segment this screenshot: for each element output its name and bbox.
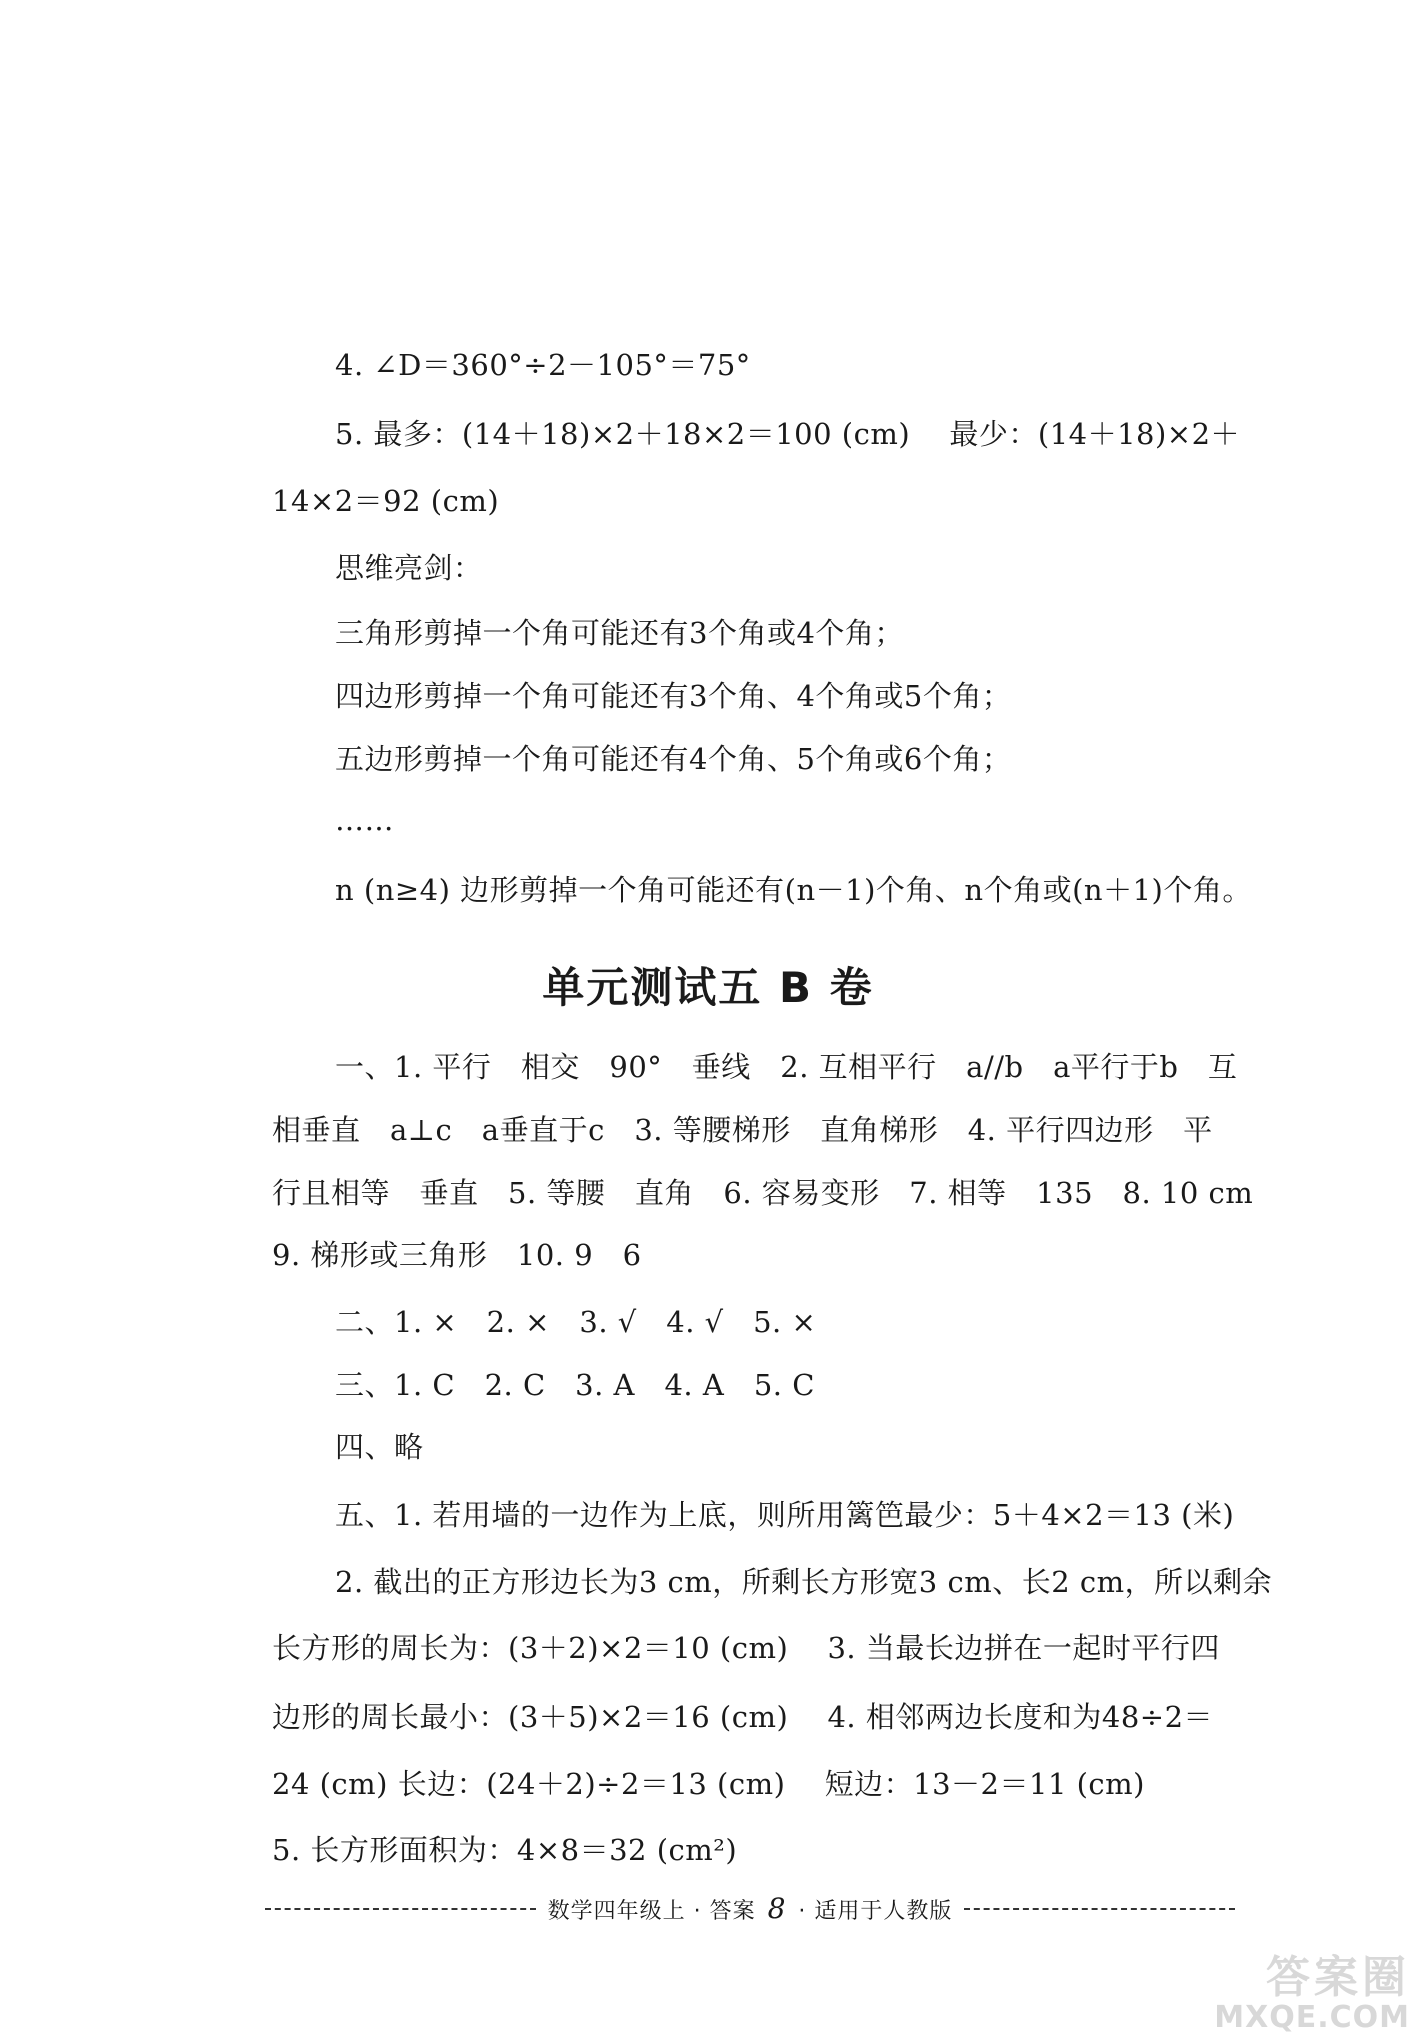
- watermark-url: MXQE.COM: [1214, 2000, 1410, 2035]
- page-number: 8: [767, 1892, 787, 1925]
- answer-line: 边形的周长最小：(3＋5)×2＝16 (cm) 4. 相邻两边长度和为48÷2＝: [272, 1700, 1214, 1734]
- section-heading: 思维亮剑：: [335, 551, 483, 585]
- answer-line: 二、1. × 2. × 3. √ 4. √ 5. ×: [335, 1305, 817, 1339]
- watermark-title: 答案圈: [1266, 1952, 1410, 2003]
- answer-line: 长方形的周长为：(3＋2)×2＝10 (cm) 3. 当最长边拼在一起时平行四: [272, 1631, 1220, 1665]
- ellipsis: ……: [335, 803, 394, 837]
- answer-line: 14×2＝92 (cm): [272, 484, 500, 518]
- answer-line: 三角形剪掉一个角可能还有3个角或4个角；: [335, 616, 904, 650]
- section-title: 单元测试五 B 卷: [542, 963, 874, 1012]
- answer-line: n (n≥4) 边形剪掉一个角可能还有(n－1)个角、n个角或(n＋1)个角。: [335, 873, 1252, 907]
- answer-line: 24 (cm) 长边：(24＋2)÷2＝13 (cm) 短边：13－2＝11 (cm): [272, 1767, 1145, 1801]
- answer-line: 四边形剪掉一个角可能还有3个角、4个角或5个角；: [335, 679, 1012, 713]
- answer-line: 行且相等 垂直 5. 等腰 直角 6. 容易变形 7. 相等 135 8. 10 cm: [272, 1176, 1254, 1210]
- footer-book-label: 数学四年级上 · 答案: [547, 1899, 756, 1924]
- answer-line: 五边形剪掉一个角可能还有4个角、5个角或6个角；: [335, 742, 1012, 776]
- answer-line: 4. ∠D＝360°÷2－105°＝75°: [335, 348, 751, 382]
- answer-line: 三、1. C 2. C 3. A 4. A 5. C: [335, 1368, 815, 1402]
- answer-line: 9. 梯形或三角形 10. 9 6: [272, 1238, 642, 1272]
- answer-line: 五、1. 若用墙的一边作为上底，则所用篱笆最少：5＋4×2＝13 (米): [335, 1498, 1235, 1532]
- answer-line: 一、1. 平行 相交 90° 垂线 2. 互相平行 a//b a平行于b 互: [335, 1050, 1238, 1084]
- page-footer: [265, 1892, 1235, 1925]
- footer-divider-left: [265, 1908, 536, 1910]
- watermark-logo: [1214, 1954, 1410, 2034]
- answer-line: 四、略: [335, 1430, 424, 1464]
- answer-line: 5. 长方形面积为：4×8＝32 (cm²): [272, 1833, 738, 1867]
- answer-line: 相垂直 a⊥c a垂直于c 3. 等腰梯形 直角梯形 4. 平行四边形 平: [272, 1113, 1213, 1147]
- footer-text: [536, 1892, 965, 1925]
- answer-line: 2. 截出的正方形边长为3 cm，所剩长方形宽3 cm、长2 cm，所以剩余: [335, 1565, 1273, 1599]
- footer-edition-label: · 适用于人教版: [798, 1899, 953, 1924]
- footer-divider-right: [964, 1908, 1235, 1910]
- answer-line: 5. 最多：(14＋18)×2＋18×2＝100 (cm) 最少：(14＋18)×2＋: [335, 417, 1241, 451]
